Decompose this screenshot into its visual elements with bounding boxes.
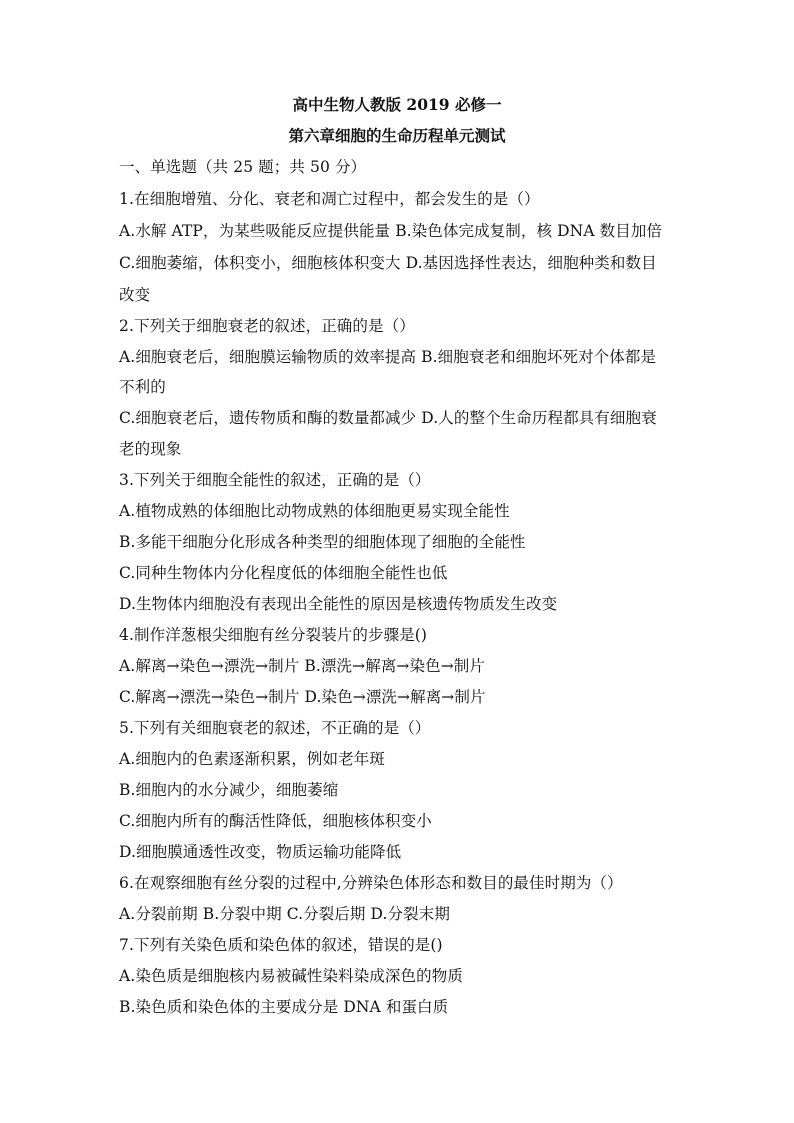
question-5: 5.下列有关细胞衰老的叙述，不正确的是（） <box>119 719 431 737</box>
question-2-options-cd-cont: 老的现象 <box>119 440 182 458</box>
question-4-options-ab: A.解离→染色→漂洗→制片 B.漂洗→解离→染色→制片 <box>119 657 485 675</box>
question-5-option-b: B.细胞内的水分减少，细胞萎缩 <box>119 781 339 799</box>
question-3: 3.下列关于细胞全能性的叙述，正确的是（） <box>119 471 431 489</box>
document-title: 高中生物人教版 2019 必修一 <box>292 95 502 114</box>
question-2-options-ab: A.细胞衰老后，细胞膜运输物质的效率提高 B.细胞衰老和细胞坏死对个体都是 <box>119 348 657 366</box>
question-5-option-d: D.细胞膜通透性改变，物质运输功能降低 <box>119 843 402 861</box>
question-3-option-b: B.多能干细胞分化形成各种类型的细胞体现了细胞的全能性 <box>119 533 526 551</box>
question-5-option-c: C.细胞内所有的酶活性降低，细胞核体积变小 <box>119 812 432 830</box>
question-7-option-b: B.染色质和染色体的主要成分是 DNA 和蛋白质 <box>119 998 449 1016</box>
question-1-options-ab: A.水解 ATP，为某些吸能反应提供能量 B.染色体完成复制，核 DNA 数目加倍 <box>119 222 663 240</box>
question-2-options-ab-cont: 不利的 <box>119 378 166 396</box>
question-1-options-cd-cont: 改变 <box>119 286 151 304</box>
section-heading: 一、单选题（共 25 题；共 50 分） <box>119 158 367 176</box>
question-7-option-a: A.染色质是细胞核内易被碱性染料染成深色的物质 <box>119 967 463 985</box>
question-6-options: A.分裂前期 B.分裂中期 C.分裂后期 D.分裂末期 <box>119 905 450 923</box>
question-6: 6.在观察细胞有丝分裂的过程中,分辨染色体形态和数目的最佳时期为（） <box>119 874 623 892</box>
question-2-options-cd: C.细胞衰老后，遗传物质和酶的数量都减少 D.人的整个生命历程都具有细胞衰 <box>119 409 657 427</box>
question-3-option-c: C.同种生物体内分化程度低的体细胞全能性也低 <box>119 564 448 582</box>
question-4: 4.制作洋葱根尖细胞有丝分裂装片的步骤是() <box>119 626 428 644</box>
question-7: 7.下列有关染色质和染色体的叙述，错误的是() <box>119 936 443 954</box>
question-3-option-a: A.植物成熟的体细胞比动物成熟的体细胞更易实现全能性 <box>119 502 510 520</box>
question-2: 2.下列关于细胞衰老的叙述，正确的是（） <box>119 317 415 335</box>
question-5-option-a: A.细胞内的色素逐渐积累，例如老年斑 <box>119 750 385 768</box>
question-1: 1.在细胞增殖、分化、衰老和凋亡过程中，都会发生的是（） <box>119 190 540 208</box>
question-4-options-cd: C.解离→漂洗→染色→制片 D.染色→漂洗→解离→制片 <box>119 688 486 706</box>
question-3-option-d: D.生物体内细胞没有表现出全能性的原因是核遗传物质发生改变 <box>119 595 558 613</box>
document-subtitle: 第六章细胞的生命历程单元测试 <box>288 126 506 145</box>
question-1-options-cd: C.细胞萎缩，体积变小，细胞核体积变大 D.基因选择性表达，细胞种类和数目 <box>119 254 657 272</box>
